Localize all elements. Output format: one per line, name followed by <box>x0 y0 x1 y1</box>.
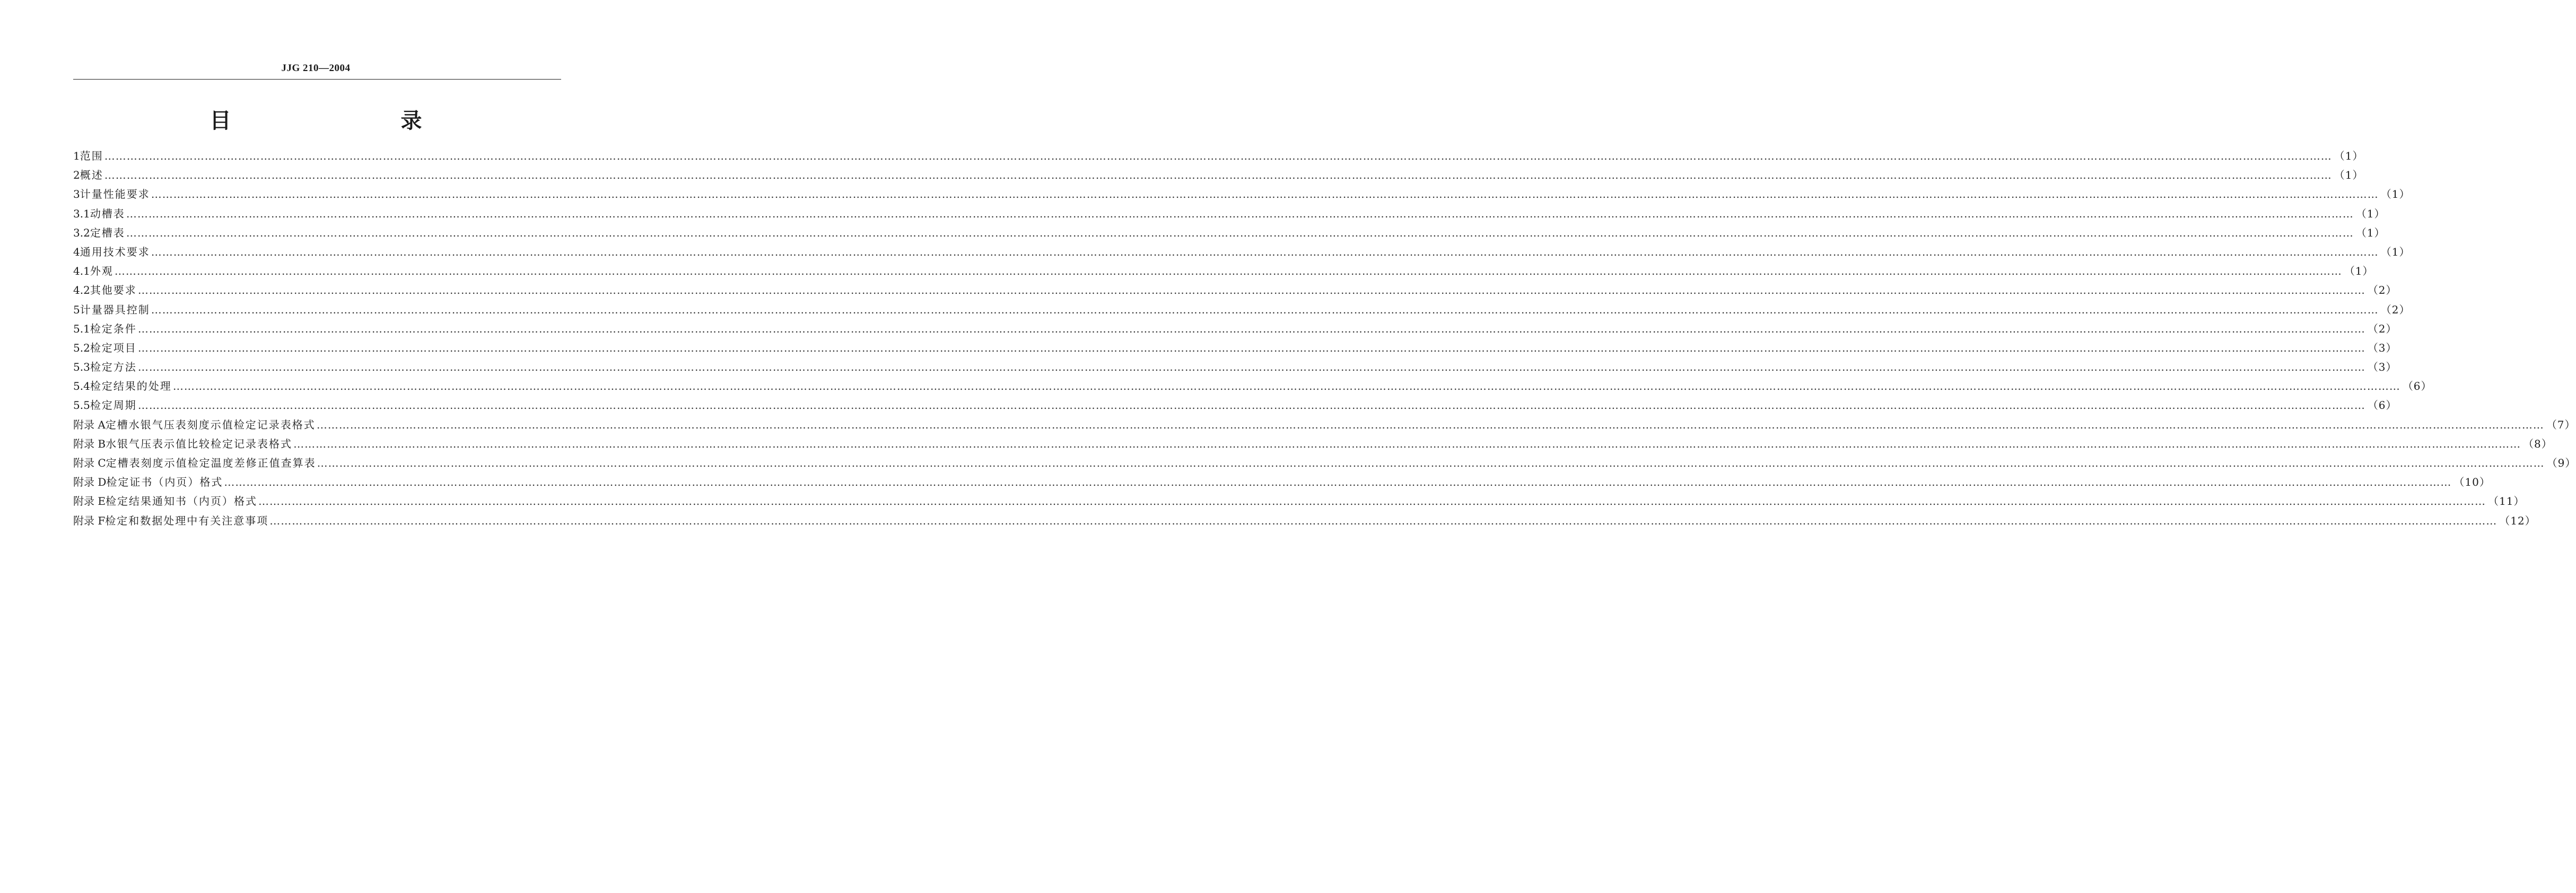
toc-entry-page: （8） <box>2523 437 2553 450</box>
toc-entry-title: 动槽表 <box>90 207 125 220</box>
toc-entry[interactable] <box>73 205 2386 224</box>
toc-leader-dots: …………………………………………………………………………………………………………………………………………………………………………………………………………………………………………………………………………………………………………………………………………………………………………………………………………………………………………………………………………………………………………………………………………………… <box>104 169 2332 182</box>
toc-entry[interactable] <box>73 320 2397 339</box>
toc-entry-number: 4.1 <box>73 265 90 278</box>
toc-leader-dots: …………………………………………………………………………………………………………………………………………………………………………………………………………………………………………………………………………………………………………………………………………………………………………………………………………………………………………………………………………………………………………………………………………………… <box>151 188 2379 201</box>
toc-entry-number: 附录 D <box>73 476 107 489</box>
toc-entry-title: 检定项目 <box>90 341 137 354</box>
toc-entry[interactable] <box>73 474 2491 493</box>
toc-leader-dots: …………………………………………………………………………………………………………………………………………………………………………………………………………………………………………………………………………………………………………………………………………………………………………………………………………………………………………………………………………………………………………………………………………………… <box>172 380 2400 393</box>
toc-entry-page: （3） <box>2367 361 2397 374</box>
toc-entry[interactable] <box>73 301 2411 320</box>
toc-entry-page: （2） <box>2380 303 2411 316</box>
toc-entry-title: 检定证书（内页）格式 <box>106 476 223 489</box>
toc-entry-page: （1） <box>2334 169 2364 182</box>
toc-leader-dots: …………………………………………………………………………………………………………………………………………………………………………………………………………………………………………………………………………………………………………………………………………………………………………………………………………………………………………………………………………………………………………………………………………………… <box>269 514 2498 527</box>
toc-entry-title: 检定和数据处理中有关注意事项 <box>105 514 269 527</box>
toc-entry-number: 3 <box>73 188 80 201</box>
toc-entry-title: 水银气压表示值比较检定记录表格式 <box>106 437 293 450</box>
toc-leader-dots: …………………………………………………………………………………………………………………………………………………………………………………………………………………………………………………………………………………………………………………………………………………………………………………………………………………………………………………………………………………………………………………………………………………… <box>137 399 2365 412</box>
toc-entry-page: （9） <box>2546 457 2576 469</box>
toc-leader-dots: …………………………………………………………………………………………………………………………………………………………………………………………………………………………………………………………………………………………………………………………………………………………………………………………………………………………………………………………………………………………………………………………………………………… <box>151 245 2379 258</box>
toc-entry-page: （11） <box>2487 495 2525 508</box>
toc-entry-page: （1） <box>2380 245 2411 258</box>
toc-leader-dots: …………………………………………………………………………………………………………………………………………………………………………………………………………………………………………………………………………………………………………………………………………………………………………………………………………………………………………………………………………………………………………………………………………………… <box>137 341 2365 354</box>
document-code-header: JJG 210—2004 <box>281 63 351 74</box>
toc-entry-title: 计量器具控制 <box>80 303 150 316</box>
toc-entry-number: 4 <box>73 245 80 258</box>
toc-entry-page: （1） <box>2344 265 2374 278</box>
toc-entry[interactable] <box>73 282 2397 301</box>
toc-entry-number: 5.3 <box>73 361 90 374</box>
toc-leader-dots: …………………………………………………………………………………………………………………………………………………………………………………………………………………………………………………………………………………………………………………………………………………………………………………………………………………………………………………………………………………………………………………………………………………… <box>126 226 2354 239</box>
toc-entry-title: 检定结果通知书（内页）格式 <box>105 495 257 508</box>
toc-leader-dots: …………………………………………………………………………………………………………………………………………………………………………………………………………………………………………………………………………………………………………………………………………………………………………………………………………………………………………………………………………………………………………………………………………………… <box>137 322 2365 335</box>
toc-entry-number: 5.1 <box>73 322 90 335</box>
toc-entry[interactable] <box>73 435 2553 454</box>
toc-entry[interactable] <box>73 243 2411 262</box>
toc-entry-title: 定槽表刻度示值检定温度差修正值查算表 <box>106 457 316 469</box>
toc-entry-page: （6） <box>2367 399 2397 412</box>
toc-leader-dots: …………………………………………………………………………………………………………………………………………………………………………………………………………………………………………………………………………………………………………………………………………………………………………………………………………………………………………………………………………………………………………………………………………………… <box>224 476 2452 489</box>
header-divider <box>73 79 561 80</box>
toc-entry-title: 检定方法 <box>90 361 137 374</box>
toc-entry-title: 其他要求 <box>90 284 137 297</box>
toc-leader-dots: …………………………………………………………………………………………………………………………………………………………………………………………………………………………………………………………………………………………………………………………………………………………………………………………………………………………………………………………………………………………………………………………………………………… <box>104 150 2332 162</box>
toc-entry-page: （12） <box>2499 514 2536 527</box>
toc-entry-title: 定槽水银气压表刻度示值检定记录表格式 <box>105 418 316 431</box>
toc-entry-title: 检定条件 <box>90 322 137 335</box>
toc-entry-title: 概述 <box>80 169 103 182</box>
toc-entry[interactable] <box>73 416 2576 435</box>
toc-entry[interactable] <box>73 147 2364 167</box>
toc-entry-page: （6） <box>2402 380 2432 393</box>
toc-leader-dots: …………………………………………………………………………………………………………………………………………………………………………………………………………………………………………………………………………………………………………………………………………………………………………………………………………………………………………………………………………………………………………………………………………………… <box>151 303 2379 316</box>
toc-leader-dots: …………………………………………………………………………………………………………………………………………………………………………………………………………………………………………………………………………………………………………………………………………………………………………………………………………………………………………………………………………………………………………………………………………………… <box>114 265 2342 278</box>
toc-entry-number: 3.2 <box>73 226 90 239</box>
toc-leader-dots: …………………………………………………………………………………………………………………………………………………………………………………………………………………………………………………………………………………………………………………………………………………………………………………………………………………………………………………………………………………………………………………………………………………… <box>258 495 2486 508</box>
toc-entry[interactable] <box>73 454 2576 474</box>
page-title: 目 录 <box>209 109 465 133</box>
toc-entry-title: 检定结果的处理 <box>90 380 172 393</box>
toc-entry[interactable] <box>73 493 2525 512</box>
toc-entry-page: （1） <box>2334 150 2364 162</box>
toc-leader-dots: …………………………………………………………………………………………………………………………………………………………………………………………………………………………………………………………………………………………………………………………………………………………………………………………………………………………………………………………………………………………………………………………………………………… <box>126 207 2354 220</box>
toc-entry-number: 2 <box>73 169 80 182</box>
toc-entry-page: （1） <box>2355 226 2386 239</box>
toc-entry-page: （2） <box>2367 322 2397 335</box>
toc-entry-number: 3.1 <box>73 207 90 220</box>
toc-entry-number: 4.2 <box>73 284 90 297</box>
toc-entry[interactable] <box>73 512 2536 531</box>
toc-entry-page: （3） <box>2367 341 2397 354</box>
toc-entry-number: 附录 C <box>73 457 106 469</box>
toc-entry-number: 附录 F <box>73 514 106 527</box>
toc-entry-number: 5.2 <box>73 341 90 354</box>
toc-leader-dots: …………………………………………………………………………………………………………………………………………………………………………………………………………………………………………………………………………………………………………………………………………………………………………………………………………………………………………………………………………………………………………………………………………………… <box>137 284 2365 297</box>
toc-entry-page: （10） <box>2453 476 2491 489</box>
toc-entry-page: （7） <box>2546 418 2576 431</box>
toc-entry[interactable] <box>73 397 2397 416</box>
toc-leader-dots: …………………………………………………………………………………………………………………………………………………………………………………………………………………………………………………………………………………………………………………………………………………………………………………………………………………………………………………………………………………………………………………………………………………… <box>317 457 2545 469</box>
toc-entry-page: （2） <box>2367 284 2397 297</box>
toc-entry[interactable] <box>73 378 2432 397</box>
toc-entry-number: 1 <box>73 150 80 162</box>
toc-leader-dots: …………………………………………………………………………………………………………………………………………………………………………………………………………………………………………………………………………………………………………………………………………………………………………………………………………………………………………………………………………………………………………………………………………………… <box>293 437 2521 450</box>
toc-entry-number: 附录 E <box>73 495 106 508</box>
toc-entry-title: 外观 <box>90 265 113 278</box>
toc-entry-number: 附录 A <box>73 418 106 431</box>
toc-entry-title: 定槽表 <box>90 226 125 239</box>
toc-entry-page: （1） <box>2380 188 2411 201</box>
toc-entry-number: 5.4 <box>73 380 90 393</box>
toc-entry[interactable] <box>73 339 2397 358</box>
table-of-contents <box>73 147 2576 531</box>
toc-leader-dots: …………………………………………………………………………………………………………………………………………………………………………………………………………………………………………………………………………………………………………………………………………………………………………………………………………………………………………………………………………………………………………………………………………………… <box>316 418 2544 431</box>
toc-entry[interactable] <box>73 224 2386 243</box>
toc-entry-page: （1） <box>2355 207 2386 220</box>
toc-entry-number: 附录 B <box>73 437 106 450</box>
toc-entry[interactable] <box>73 167 2364 186</box>
toc-entry-number: 5.5 <box>73 399 90 412</box>
toc-entry-title: 范围 <box>80 150 103 162</box>
toc-entry-title: 计量性能要求 <box>80 188 150 201</box>
toc-entry-title: 通用技术要求 <box>80 245 150 258</box>
toc-entry[interactable] <box>73 262 2374 282</box>
toc-entry-number: 5 <box>73 303 80 316</box>
toc-leader-dots: …………………………………………………………………………………………………………………………………………………………………………………………………………………………………………………………………………………………………………………………………………………………………………………………………………………………………………………………………………………………………………………………………………………… <box>137 361 2365 374</box>
toc-entry-title: 检定周期 <box>90 399 137 412</box>
toc-entry[interactable] <box>73 358 2397 378</box>
toc-entry[interactable] <box>73 186 2411 205</box>
